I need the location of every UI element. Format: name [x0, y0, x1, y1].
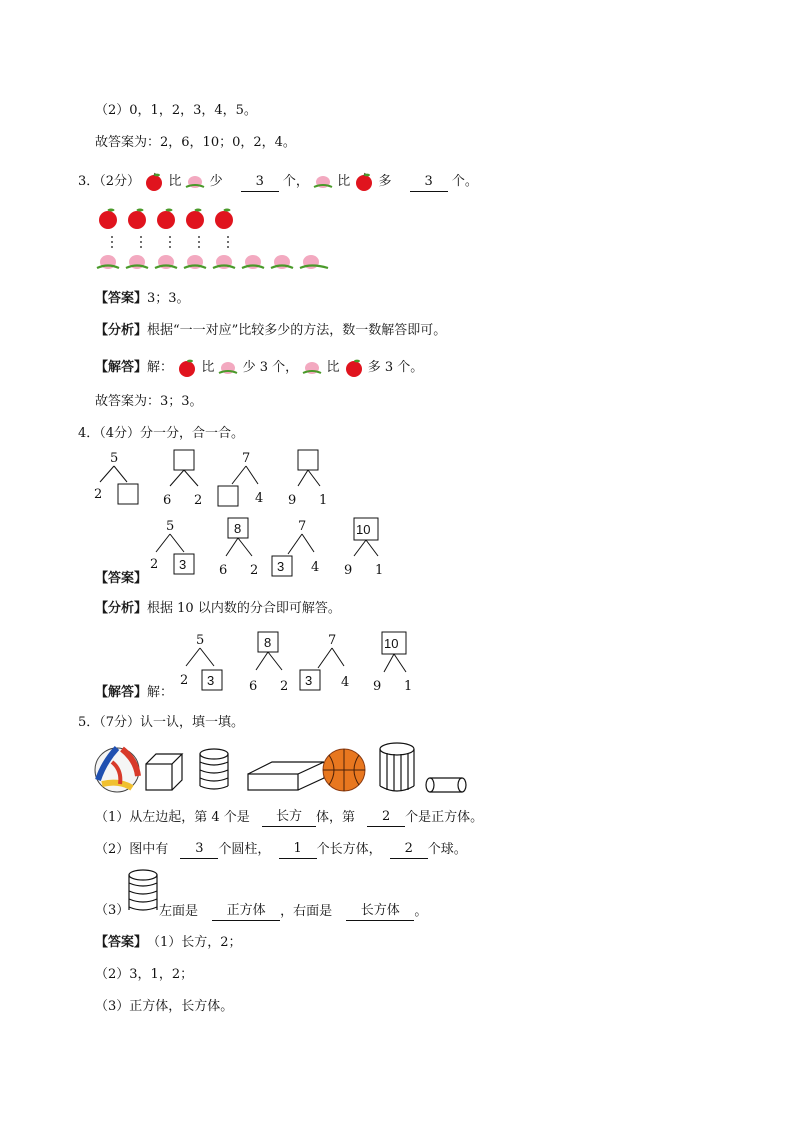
tree-top: 8	[264, 635, 272, 650]
number-tree	[373, 632, 412, 694]
q4-answer-label: 【答案】	[95, 571, 148, 586]
blank-answer: 2	[367, 808, 405, 827]
tree-right: 2	[280, 679, 289, 694]
tree-left: 6	[249, 679, 258, 694]
q4-question-trees	[90, 448, 340, 512]
apple-icon	[144, 172, 164, 192]
peach-icon	[185, 174, 205, 190]
number-tree	[288, 450, 327, 508]
tree-top: 8	[234, 521, 242, 536]
tree-left: 2	[180, 673, 189, 688]
peach-icon	[300, 255, 328, 269]
peach-row	[97, 255, 328, 269]
tree-left: 9	[373, 679, 382, 694]
q4-solve-label: 【解答】解：	[95, 685, 174, 700]
peach-icon	[155, 255, 177, 269]
number-tree	[344, 518, 383, 578]
peach-icon	[213, 255, 235, 269]
blank-answer: 长方体	[346, 902, 414, 921]
tree-right: 4	[341, 675, 350, 690]
tree-top: 10	[384, 636, 399, 651]
q3-question: 3．（2分） 比 少 3 个， 比 多 3 个。	[78, 172, 478, 192]
empty-box	[218, 486, 238, 506]
q4-solve-trees	[176, 630, 416, 696]
tree-top: 5	[166, 519, 175, 534]
tree-left: 9	[288, 493, 297, 508]
apple-icon	[186, 209, 204, 230]
peach-icon	[302, 360, 322, 376]
blank-answer: 3	[180, 840, 218, 859]
fruit-comparison-figure	[96, 206, 336, 276]
apple-icon	[215, 209, 233, 230]
q4-analysis: 【分析】根据 10 以内数的分合即可解答。	[95, 601, 341, 616]
q3-final: 故答案为：3；3。	[95, 394, 203, 409]
tree-right: 2	[250, 563, 259, 578]
peach-icon	[218, 360, 238, 376]
cuboid-icon	[248, 762, 324, 790]
tall-cylinder-icon	[380, 743, 414, 791]
number-tree	[163, 450, 202, 508]
solids-figure	[92, 740, 472, 796]
stacked-cylinder-icon	[127, 868, 159, 916]
peach-icon	[126, 255, 148, 269]
tree-top: 7	[242, 451, 251, 466]
number-tree	[150, 519, 194, 574]
tree-left: 3	[277, 559, 285, 574]
blank-answer: 正方体	[212, 902, 280, 921]
peach-icon	[313, 174, 333, 190]
tree-top: 7	[298, 519, 307, 534]
blank-answer: 2	[390, 840, 428, 859]
tree-right: 1	[375, 563, 384, 578]
q4-answer-trees	[146, 516, 386, 582]
apple-icon	[354, 172, 374, 192]
tree-left: 9	[344, 563, 353, 578]
peach-icon	[97, 255, 119, 269]
apple-icon	[177, 358, 197, 378]
empty-box	[298, 450, 318, 470]
tree-right: 4	[311, 560, 320, 575]
q3-analysis: 【分析】根据“一一对应”比较多少的方法，数一数解答即可。	[95, 323, 447, 338]
stacked-cylinder-icon	[200, 749, 228, 789]
number-tree	[219, 518, 258, 578]
blank-answer: 长方	[262, 808, 316, 827]
tree-left: 2	[150, 557, 159, 572]
empty-box	[118, 484, 138, 504]
basketball-icon	[323, 749, 365, 791]
tree-right: 3	[207, 673, 215, 688]
lying-cylinder-icon	[426, 778, 466, 792]
q3-solve: 【解答】解： 比 少 3 个， 比 多 3 个。	[95, 358, 423, 378]
q3-answer: 【答案】3；3。	[95, 291, 190, 306]
number-tree	[249, 632, 288, 694]
tree-right: 1	[319, 493, 328, 508]
q5-answer-2: （2）3，1，2；	[95, 967, 194, 982]
tree-right: 1	[404, 679, 413, 694]
cube-icon	[146, 754, 182, 790]
blank-answer: 1	[279, 840, 317, 859]
q5-part3: （3）	[95, 903, 130, 918]
tree-left: 3	[305, 673, 313, 688]
dotted-lines	[112, 236, 228, 250]
volleyball-icon	[95, 748, 139, 792]
peach-icon	[271, 255, 293, 269]
tree-top: 7	[328, 633, 337, 648]
tree-left: 6	[219, 563, 228, 578]
tree-right: 2	[194, 493, 203, 508]
apple-icon	[99, 209, 117, 230]
blank-answer: 3	[241, 173, 279, 192]
peach-icon	[184, 255, 206, 269]
tree-top: 10	[356, 522, 371, 537]
tree-top: 5	[196, 633, 205, 648]
q4-question: 4．（4分）分一分，合一合。	[78, 426, 245, 441]
tree-left: 6	[163, 493, 172, 508]
number-tree	[180, 633, 222, 690]
q5-answer-3: （3）正方体，长方体。	[95, 999, 234, 1014]
tree-left: 2	[94, 487, 103, 502]
tree-top: 5	[110, 451, 119, 466]
q5-answer: 【答案】（1）长方，2；	[95, 935, 242, 950]
q5-question: 5．（7分）认一认，填一填。	[78, 715, 245, 730]
q5-part2: （2）图中有 3 个圆柱， 1 个长方体， 2 个球。	[95, 840, 467, 859]
blank-answer: 3	[410, 173, 448, 192]
prev-final-line: 故答案为：2，6，10；0，2，4。	[95, 135, 296, 150]
empty-box	[174, 450, 194, 470]
tree-right: 3	[179, 557, 187, 572]
q5-part3-text: 左面是 正方体 ，右面是 长方体 。	[159, 902, 427, 921]
apple-icon	[344, 358, 364, 378]
number-tree	[218, 451, 263, 506]
apple-icon	[128, 209, 146, 230]
q5-part1: （1）从左边起，第 4 个是 长方 体，第 2 个是正方体。	[95, 808, 483, 827]
tree-right: 4	[255, 491, 264, 506]
apple-row	[99, 209, 233, 230]
number-tree	[94, 451, 138, 504]
peach-icon	[242, 255, 264, 269]
apple-icon	[157, 209, 175, 230]
number-tree	[300, 633, 349, 690]
number-tree	[272, 519, 319, 576]
prev-answer-line: （2）0，1，2，3，4，5。	[95, 103, 257, 118]
